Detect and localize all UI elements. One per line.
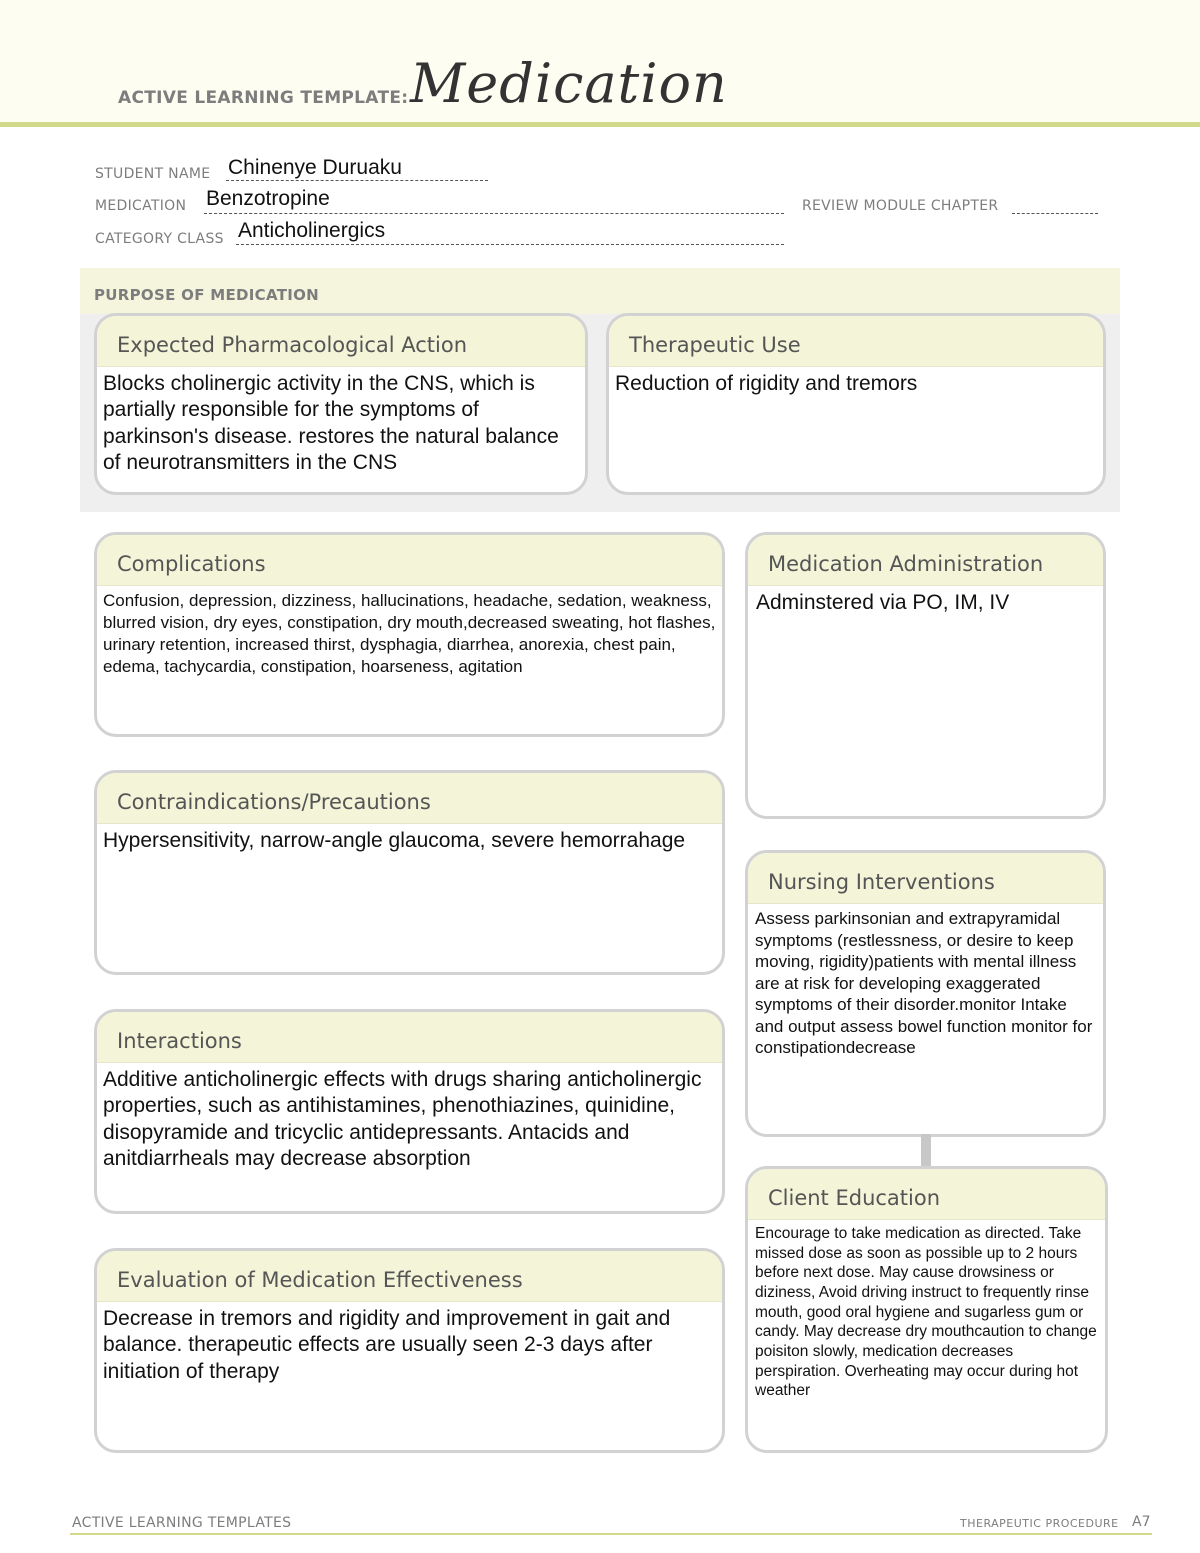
nursing-interventions-text[interactable]: Assess parkinsonian and extrapyramidal symptoms (restlessness, or desire to keep moving, rigidity)patients with mental illness are at risk for developing exaggerated symptoms of their disorder.monitor Intake and output assess bowel function monitor for constipationdecrease (755, 909, 1093, 1058)
client-education-header (748, 1169, 1105, 1220)
footer-right: THERAPEUTIC PROCEDURE (960, 1517, 1119, 1530)
contraindications-header (97, 773, 722, 824)
interactions-title: Interactions (117, 1029, 242, 1053)
client-education-box (745, 1166, 1108, 1453)
review-module-label: REVIEW MODULE CHAPTER (802, 198, 999, 214)
category-class-field[interactable]: Anticholinergics (238, 219, 386, 242)
evaluation-box (94, 1248, 725, 1453)
therapeutic-use-title: Therapeutic Use (629, 333, 801, 357)
category-class-line (236, 244, 784, 245)
category-class-label: CATEGORY CLASS (95, 231, 224, 247)
header-rule (0, 122, 1200, 127)
therapeutic-use-text[interactable]: Reduction of rigidity and tremors (615, 372, 918, 395)
nursing-interventions-header (748, 853, 1103, 904)
complications-text[interactable]: Confusion, depression, dizziness, hallucinations, headache, sedation, weakness, blurred vision, dry eyes, constipation, dry mouth,decreased sweating, hot flashes, urinary retention, increased thirst, dysphagia, diarrhea, anorexia, chest pain, edema, tachycardia, constipation, hoarseness, agitation (103, 591, 716, 677)
administration-box (745, 532, 1106, 819)
contraindications-box (94, 770, 725, 975)
review-module-line (1012, 213, 1098, 214)
expected-action-text[interactable]: Blocks cholinergic activity in the CNS, which is partially responsible for the symptoms of parkinson's disease. restores the natural balance of neurotransmitters in the CNS (103, 372, 559, 475)
medication-label: MEDICATION (95, 198, 187, 214)
interactions-header (97, 1012, 722, 1063)
complications-header (97, 535, 722, 586)
footer-rule (70, 1533, 1152, 1535)
evaluation-text[interactable]: Decrease in tremors and rigidity and improvement in gait and balance. therapeutic effects are usually seen 2-3 days after initiation of therapy (103, 1307, 671, 1383)
client-education-title: Client Education (768, 1186, 941, 1210)
contraindications-title: Contraindications/Precautions (117, 790, 431, 814)
administration-title: Medication Administration (768, 552, 1044, 576)
complications-box (94, 532, 725, 737)
evaluation-title: Evaluation of Medication Effectiveness (117, 1268, 523, 1292)
template-label: ACTIVE LEARNING TEMPLATE: (118, 88, 409, 108)
nursing-interventions-box (745, 850, 1106, 1137)
connector-bar (921, 1134, 931, 1166)
contraindications-text[interactable]: Hypersensitivity, narrow-angle glaucoma, severe hemorrahage (103, 829, 686, 852)
medication-line (204, 213, 784, 214)
interactions-text[interactable]: Additive anticholinergic effects with drugs sharing anticholinergic properties, such as antihistamines, phenothiazines, quinidine, disopyramide and tricyclic antidepressants. Antacids and anitdiarrheals may decrease absorption (103, 1068, 702, 1171)
student-name-line (226, 180, 488, 181)
interactions-box (94, 1009, 725, 1214)
therapeutic-use-box (606, 313, 1106, 495)
client-education-text[interactable]: Encourage to take medication as directed. Take missed dose as soon as possible up to 2 hours before next dose. May cause drowsiness or diziness, Avoid driving instruct to frequently rinse mouth, good oral hygiene and sugarless gum or candy. May decrease dry mouthcaution to change poisiton slowly, medication decreases perspiration. Overheating may occur during hot weather (755, 1225, 1097, 1400)
complications-title: Complications (117, 552, 266, 576)
administration-header (748, 535, 1103, 586)
template-title: Medication (410, 52, 728, 115)
footer-page-number: A7 (1132, 1514, 1151, 1530)
evaluation-header (97, 1251, 722, 1302)
student-name-label: STUDENT NAME (95, 166, 211, 182)
expected-action-title: Expected Pharmacological Action (117, 333, 468, 357)
therapeutic-use-header (609, 316, 1103, 367)
purpose-label: PURPOSE OF MEDICATION (94, 286, 320, 304)
student-name-field[interactable]: Chinenye Duruaku (228, 156, 402, 179)
administration-text[interactable]: Adminstered via PO, IM, IV (756, 591, 1010, 614)
expected-action-header (97, 316, 585, 367)
nursing-interventions-title: Nursing Interventions (768, 870, 995, 894)
footer-left: ACTIVE LEARNING TEMPLATES (72, 1515, 292, 1531)
expected-action-box (94, 313, 588, 495)
medication-field[interactable]: Benzotropine (206, 187, 330, 210)
